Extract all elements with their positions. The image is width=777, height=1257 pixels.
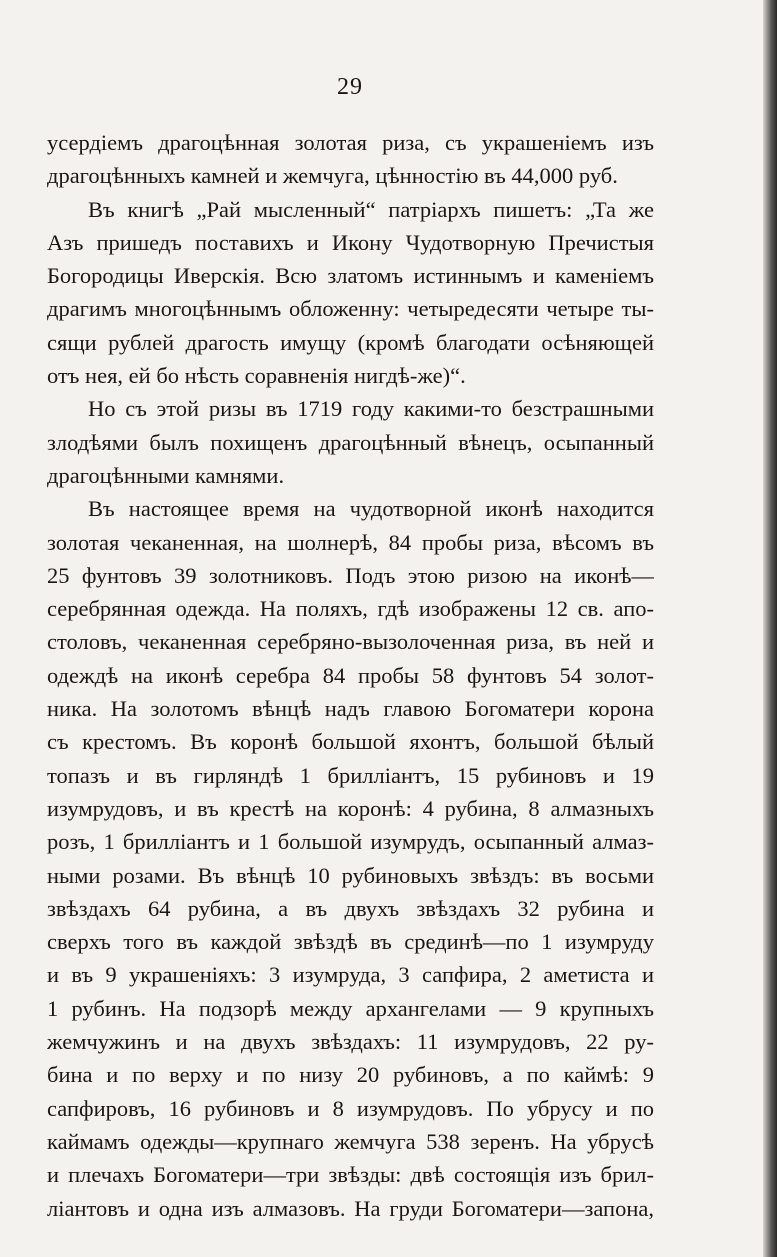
text-line: сапфировъ, 16 рубиновъ и 8 изумрудовъ. По убрусу и по (47, 1095, 654, 1121)
text-line: Богородицы Иверскія. Всю златомъ истиннымъ и каменіемъ (47, 263, 654, 289)
text-line: Но съ этой ризы въ 1719 году какими-то безстрашными (88, 396, 654, 422)
page-number: 29 (337, 74, 363, 100)
text-line: Въ настоящее время на чудотворной иконѣ находится (88, 496, 654, 522)
text-line: золотая чеканенная, на шолнерѣ, 84 пробы риза, вѣсомъ въ (47, 529, 654, 555)
text-line: ника. На золотомъ вѣнцѣ надъ главою Богоматери корона (47, 696, 654, 722)
text-line: сящи рублей драгость имущу (кромѣ благодати осѣняющей (47, 329, 654, 355)
text-line: драгоцѣнными камнями. (47, 462, 285, 488)
text-line: одеждѣ на иконѣ серебра 84 пробы 58 фунтовъ 54 золот- (47, 662, 654, 688)
text-line: ными розами. Въ вѣнцѣ 10 рубиновыхъ звѣздъ: въ восьми (47, 862, 654, 888)
text-line: 25 фунтовъ 39 золотниковъ. Подъ этою ризою на иконѣ— (47, 562, 654, 588)
page-edge-shadow (763, 0, 777, 1257)
text-line: усердіемъ драгоцѣнная золотая риза, съ украшеніемъ изъ (47, 130, 654, 155)
text-line: серебрянная одежда. На поляхъ, гдѣ изображены 12 св. апо- (47, 596, 654, 622)
text-line: жемчужинъ и на двухъ звѣздахъ: 11 изумрудовъ, 22 ру- (47, 1029, 654, 1055)
text-line: столовъ, чеканенная серебряно-вызолоченная риза, въ ней и (47, 629, 654, 655)
text-line: бина и по верху и по низу 20 рубиновъ, а по каймѣ: 9 (47, 1062, 654, 1088)
text-line: драгимъ многоцѣннымъ обложенну: четыредесяти четыре ты- (47, 296, 654, 322)
text-line: и въ 9 украшеніяхъ: 3 изумруда, 3 сапфира, 2 аметиста и (47, 962, 654, 988)
text-line: розъ, 1 бриллiантъ и 1 большой изумрудъ, осыпанный алмаз- (47, 829, 654, 855)
body-text (47, 126, 654, 1225)
text-line: и плечахъ Богоматери—три звѣзды: двѣ состоящія изъ брил- (47, 1162, 654, 1188)
text-line: топазъ и въ гирляндѣ 1 бриллiантъ, 15 рубиновъ и 19 (47, 762, 654, 788)
text-line: отъ нея, ей бо нѣсть соравненія нигдѣ-же)“. (47, 363, 466, 389)
text-line: 1 рубинъ. На подзорѣ между архангелами — 9 крупныхъ (47, 995, 654, 1021)
text-line: Азъ пришедъ поставихъ и Икону Чудотворную Пречистыя (47, 229, 654, 255)
text-line: драгоцѣнныхъ камней и жемчуга, цѣнностію въ 44,000 руб. (47, 163, 618, 189)
text-line: злодѣями былъ похищенъ драгоцѣнный вѣнецъ, осыпанный (47, 429, 654, 455)
text-line: каймамъ одежды—крупнаго жемчуга 538 зеренъ. На убрусѣ (47, 1128, 654, 1154)
text-line: звѣздахъ 64 рубина, а въ двухъ звѣздахъ 32 рубина и (47, 895, 654, 921)
text-line: лiантовъ и одна изъ алмазовъ. На груди Богоматери—запона, (47, 1195, 654, 1221)
text-line: Въ книгѣ „Рай мысленный“ патріархъ пишетъ: „Та же (88, 196, 654, 222)
text-line: изумрудовъ, и въ крестѣ на коронѣ: 4 рубина, 8 алмазныхъ (47, 795, 654, 821)
text-line: съ крестомъ. Въ коронѣ большой яхонтъ, большой бѣлый (47, 729, 654, 755)
text-line: сверхъ того въ каждой звѣздѣ въ срединѣ—по 1 изумруду (47, 929, 654, 955)
